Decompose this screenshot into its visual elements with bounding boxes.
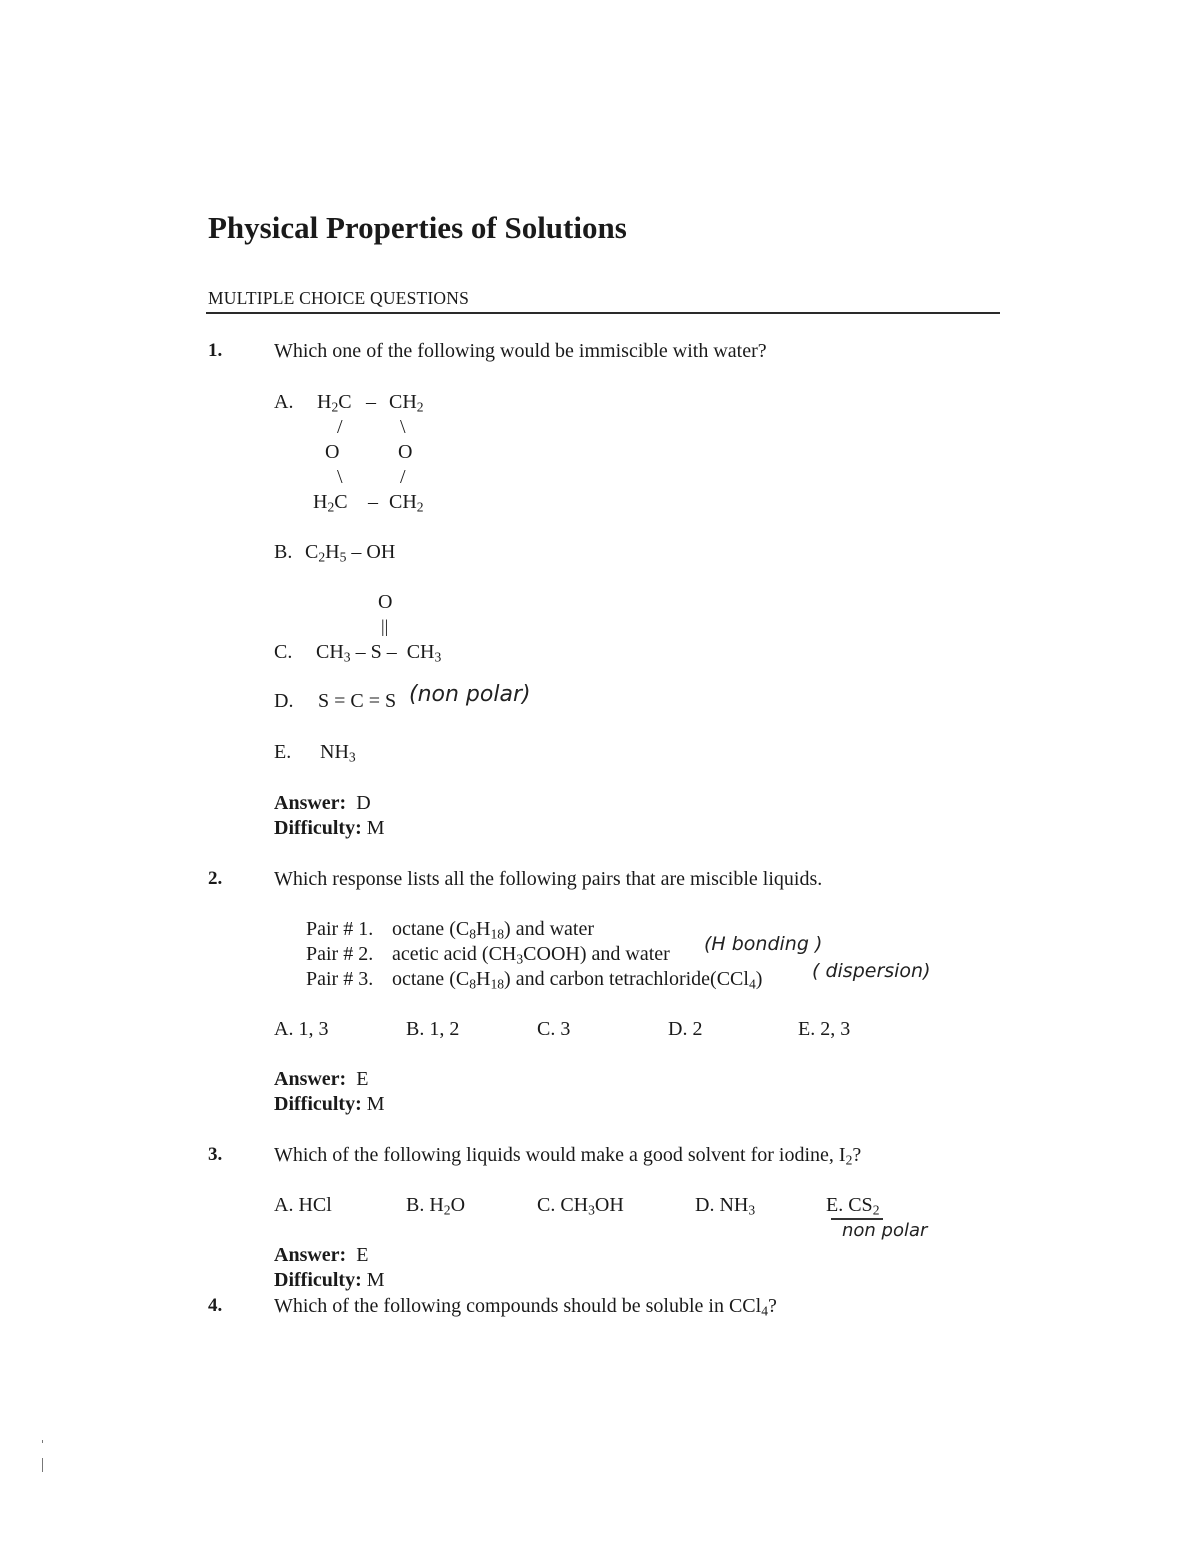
q2-option-c: C. 3 xyxy=(537,1018,571,1040)
q1-option-a-h2c-bottom: $H_2C$ xyxy=(313,491,348,515)
difficulty-label: Difficulty: xyxy=(274,1269,362,1291)
q1-option-a-bond-2: \ xyxy=(400,416,406,438)
q2-answer xyxy=(274,1068,368,1091)
answer-label: Answer: xyxy=(274,1068,347,1090)
q3-option-a: A. HCl xyxy=(274,1194,332,1216)
section-rule xyxy=(206,312,1000,314)
q1-option-a-bond-3: \ xyxy=(337,466,343,488)
q2-difficulty xyxy=(274,1093,385,1116)
q3-handwritten-note: non polar xyxy=(842,1220,928,1241)
q1-option-c-oxygen: O xyxy=(378,591,393,613)
question-2-text: Which response lists all the following pairs that are miscible liquids. xyxy=(274,868,823,890)
pair-2-text: acetic acid $(CH_3COOH)$ and water xyxy=(392,943,670,967)
q1-option-b-letter: B. xyxy=(274,541,293,563)
q1-answer xyxy=(274,792,371,815)
q1-option-a-ch2-bottom: $CH_2$ xyxy=(389,491,424,515)
answer-value: E xyxy=(356,1244,369,1266)
q3-answer xyxy=(274,1244,368,1267)
q1-option-a-dash-top: – xyxy=(366,391,376,413)
q1-option-a-ch2-top: $CH_2$ xyxy=(389,391,424,415)
q1-option-a-oxygen-2: O xyxy=(398,441,413,463)
pair-3-text: octane $(C_8H_{18})$ and carbon tetrachloride(CCl$_4$) xyxy=(392,968,763,992)
question-2-number: 2. xyxy=(208,868,223,889)
q2-option-b: B. 1, 2 xyxy=(406,1018,460,1040)
q1-handwritten-note: (non polar) xyxy=(409,682,531,707)
q1-option-a-h2c-top: $H_2C$ xyxy=(317,391,352,415)
difficulty-value: M xyxy=(366,1093,385,1115)
pair-2-label: Pair # 2. xyxy=(306,943,374,965)
question-4-text: Which of the following compounds should be soluble in CCl$_4$? xyxy=(274,1295,777,1319)
q1-option-d-letter: D. xyxy=(274,690,294,712)
q1-option-c-double-bond: || xyxy=(381,616,389,636)
question-1-number: 1. xyxy=(208,340,223,361)
q1-option-a-letter: A. xyxy=(274,391,294,413)
answer-value: E xyxy=(356,1068,369,1090)
q1-option-e-letter: E. xyxy=(274,741,292,763)
q1-option-c-letter: C. xyxy=(274,641,293,663)
page-title: Physical Properties of Solutions xyxy=(208,210,627,245)
q1-option-a-dash-bottom: – xyxy=(368,491,378,513)
q1-option-a-bond-4: / xyxy=(400,466,406,488)
question-1-text: Which one of the following would be immiscible with water? xyxy=(274,340,767,362)
q2-option-a: A. 1, 3 xyxy=(274,1018,329,1040)
q2-option-e: E. 2, 3 xyxy=(798,1018,851,1040)
q3-difficulty xyxy=(274,1269,385,1292)
q3-option-c: C. $CH_3OH$ xyxy=(537,1194,624,1218)
answer-value: D xyxy=(356,792,371,814)
q1-option-a-oxygen-1: O xyxy=(325,441,340,463)
pair-2-handwritten-note: (H bonding ) xyxy=(704,933,823,955)
pair-1-label: Pair # 1. xyxy=(306,918,374,940)
pair-1-text: octane $(C_8H_{18})$ and water xyxy=(392,918,594,942)
q3-option-d: D. $NH_3$ xyxy=(695,1194,756,1218)
answer-label: Answer: xyxy=(274,1244,347,1266)
difficulty-value: M xyxy=(366,1269,385,1291)
q2-option-d: D. 2 xyxy=(668,1018,703,1040)
q1-option-b-formula: $C_2H_5$ – OH xyxy=(305,541,396,565)
question-3-number: 3. xyxy=(208,1144,223,1165)
difficulty-label: Difficulty: xyxy=(274,817,362,839)
q1-option-c-formula: $CH_3$ – S – $CH_3$ xyxy=(316,641,442,665)
pair-3-label: Pair # 3. xyxy=(306,968,374,990)
pair-3-handwritten-note: ( dispersion) xyxy=(812,960,931,982)
q1-option-a-bond-1: / xyxy=(337,416,343,438)
q1-option-e-formula: $NH_3$ xyxy=(320,741,356,765)
section-heading: MULTIPLE CHOICE QUESTIONS xyxy=(208,288,470,308)
difficulty-label: Difficulty: xyxy=(274,1093,362,1115)
scan-artifact-mark xyxy=(42,1458,43,1472)
difficulty-value: M xyxy=(366,817,385,839)
scan-artifact-mark xyxy=(42,1440,43,1443)
answer-label: Answer: xyxy=(274,792,347,814)
question-4-number: 4. xyxy=(208,1295,223,1316)
q3-option-e: E. $CS_2$ xyxy=(826,1194,880,1218)
q1-option-d-formula: S = C = S xyxy=(318,690,397,712)
q3-option-b: B. $H_2O$ xyxy=(406,1194,466,1218)
q1-difficulty xyxy=(274,817,385,840)
question-3-text: Which of the following liquids would make a good solvent for iodine, $I_2$? xyxy=(274,1144,862,1168)
